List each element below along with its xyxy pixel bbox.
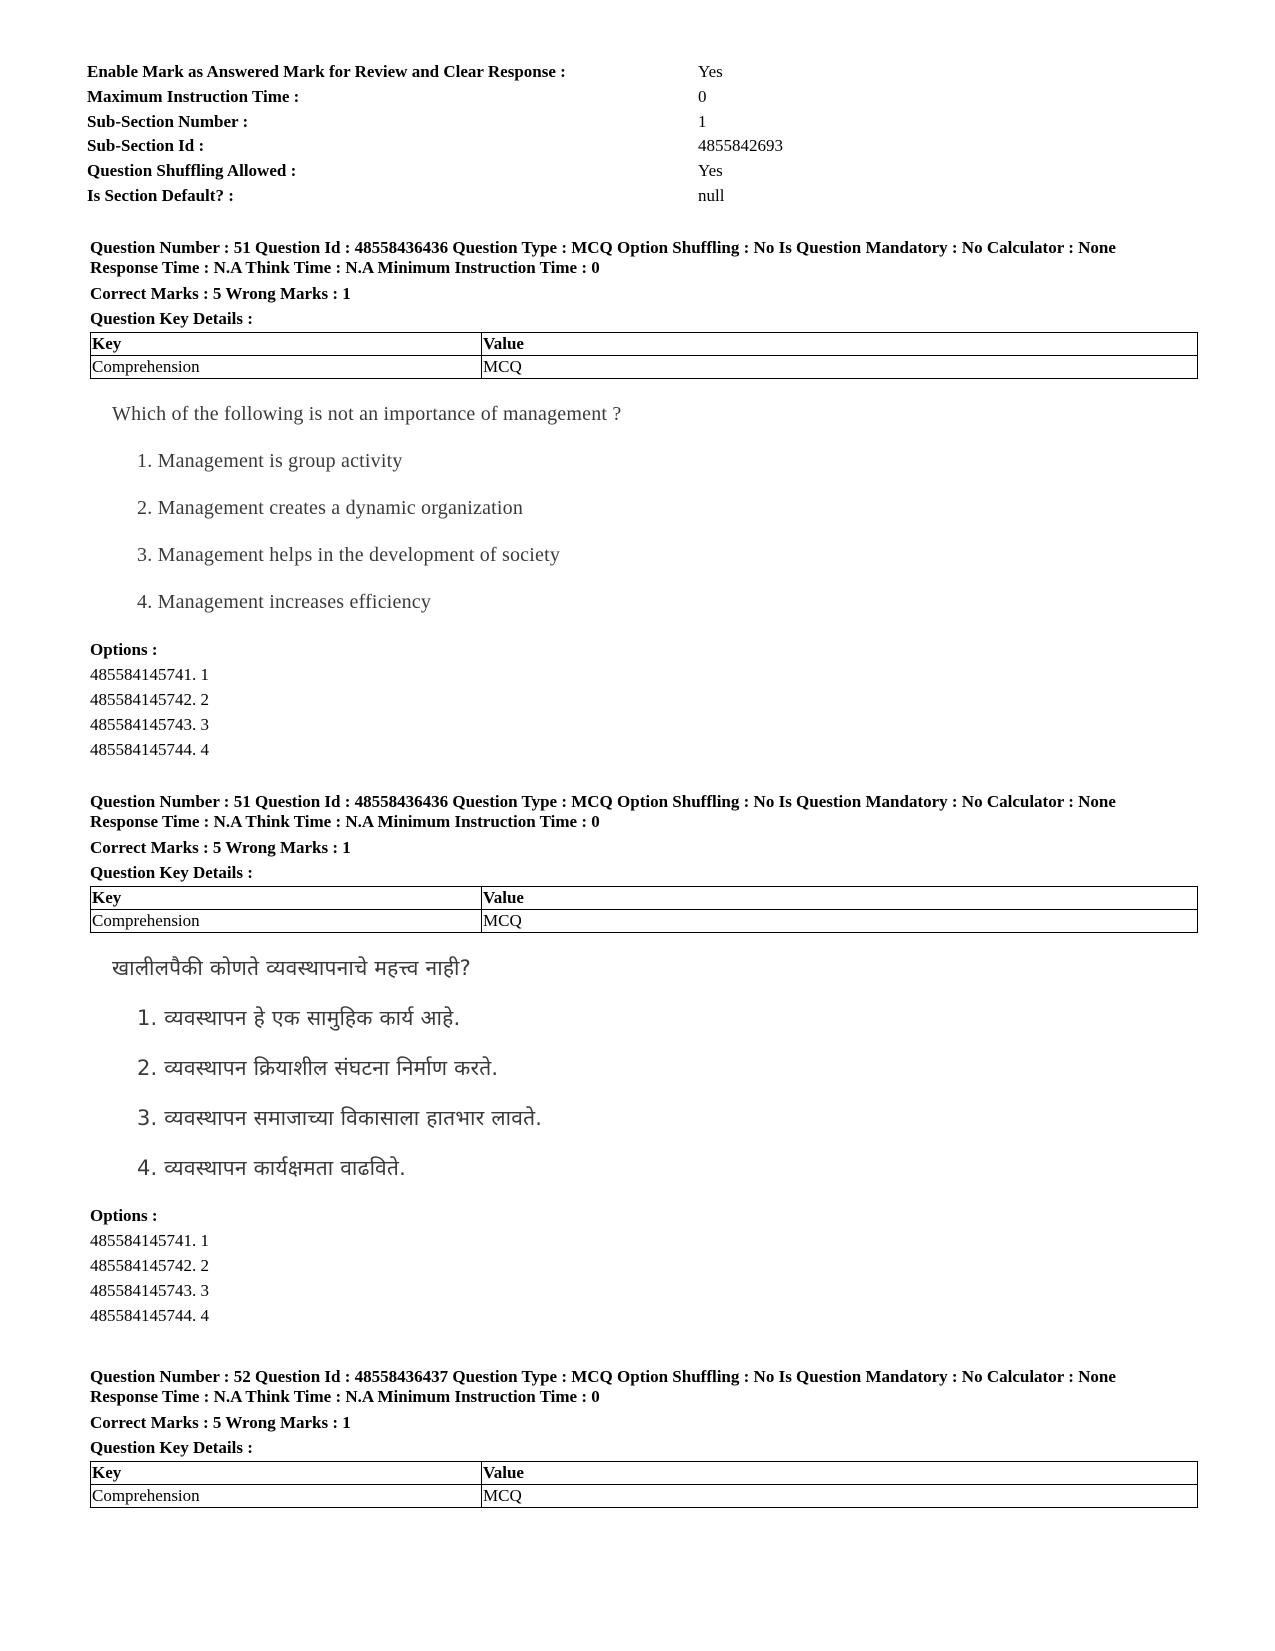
meta-key: Question Shuffling Allowed : <box>87 161 297 181</box>
key-table-cell-key: Comprehension <box>91 1485 482 1508</box>
key-table-cell-value: MCQ <box>482 356 1198 379</box>
question-choice: 3. Management helps in the development of society <box>137 544 561 566</box>
question-choice: 1. व्यवस्थापन हे एक सामुहिक कार्य आहे. <box>137 1006 461 1030</box>
meta-row <box>87 85 847 110</box>
meta-row <box>87 110 847 135</box>
meta-value: Yes <box>698 62 723 81</box>
question-header-line: Question Number : 52 Question Id : 48558436437 Question Type : MCQ Option Shuffling : No Is Question Mandatory : No Calculator : None <box>90 1367 1116 1386</box>
section-metadata <box>87 60 847 209</box>
options-label: Options : <box>90 640 158 659</box>
key-table-header-row <box>91 887 1198 910</box>
options-label: Options : <box>90 1206 158 1225</box>
question-key-details-label: Question Key Details : <box>90 863 253 882</box>
meta-key: Sub-Section Number : <box>87 111 249 131</box>
meta-key: Maximum Instruction Time : <box>87 86 300 106</box>
question-marks: Correct Marks : 5 Wrong Marks : 1 <box>90 1413 351 1432</box>
meta-value: Yes <box>698 161 723 181</box>
meta-value: 1 <box>698 111 707 131</box>
question-header-line: Response Time : N.A Think Time : N.A Minimum Instruction Time : 0 <box>90 258 600 277</box>
option-item: 485584145743. 3 <box>90 715 209 734</box>
question-marks: Correct Marks : 5 Wrong Marks : 1 <box>90 284 351 303</box>
key-table-cell-key: Comprehension <box>91 910 482 933</box>
question-header-line: Response Time : N.A Think Time : N.A Minimum Instruction Time : 0 <box>90 812 600 831</box>
key-table-cell-key: Comprehension <box>91 356 482 379</box>
key-table-row <box>91 910 1198 933</box>
key-table-header-value: Value <box>482 887 1198 910</box>
question-marks: Correct Marks : 5 Wrong Marks : 1 <box>90 838 351 857</box>
question-key-details-label: Question Key Details : <box>90 1438 253 1457</box>
question-key-table <box>90 886 1198 933</box>
key-table-cell-value: MCQ <box>482 910 1198 933</box>
question-stem: Which of the following is not an importance of management ? <box>112 403 622 425</box>
option-item: 485584145741. 1 <box>90 1231 209 1250</box>
question-block <box>90 792 1200 1328</box>
question-stem: खालीलपैकी कोणते व्यवस्थापनाचे महत्त्व नाही? <box>112 956 471 980</box>
key-table-cell-value: MCQ <box>482 1485 1198 1508</box>
question-block <box>90 1367 1200 1508</box>
question-choice: 2. Management creates a dynamic organization <box>137 497 524 519</box>
question-body <box>112 399 1200 617</box>
key-table-row <box>91 1485 1198 1508</box>
meta-value: 0 <box>698 86 707 106</box>
option-item: 485584145741. 1 <box>90 665 209 684</box>
question-block <box>90 238 1200 762</box>
key-table-row <box>91 356 1198 379</box>
meta-value: 4855842693 <box>698 136 783 156</box>
meta-row <box>87 134 847 159</box>
meta-value: null <box>698 185 725 205</box>
option-item: 485584145742. 2 <box>90 690 209 709</box>
key-table-header-key: Key <box>91 887 482 910</box>
meta-row <box>87 184 847 209</box>
meta-key: Sub-Section Id : <box>87 136 205 156</box>
key-table-header-value: Value <box>482 1462 1198 1485</box>
question-choice: 3. व्यवस्थापन समाजाच्या विकासाला हातभार लावते. <box>137 1106 543 1130</box>
question-choice: 2. व्यवस्थापन क्रियाशील संघटना निर्माण करते. <box>137 1056 499 1080</box>
key-table-header-key: Key <box>91 333 482 356</box>
question-key-table <box>90 332 1198 379</box>
option-item: 485584145742. 2 <box>90 1256 209 1275</box>
question-body <box>112 953 1200 1183</box>
meta-key: Enable Mark as Answered Mark for Review and Clear Response : <box>87 62 566 81</box>
key-table-header-key: Key <box>91 1462 482 1485</box>
question-key-table <box>90 1461 1198 1508</box>
question-header-line: Question Number : 51 Question Id : 48558436436 Question Type : MCQ Option Shuffling : No Is Question Mandatory : No Calculator : None <box>90 792 1116 811</box>
question-choice: 4. व्यवस्थापन कार्यक्षमता वाढविते. <box>137 1156 406 1180</box>
meta-key: Is Section Default? : <box>87 185 234 205</box>
key-table-header-row <box>91 333 1198 356</box>
question-choice: 4. Management increases efficiency <box>137 591 432 613</box>
question-key-details-label: Question Key Details : <box>90 309 253 328</box>
option-item: 485584145744. 4 <box>90 1306 209 1325</box>
meta-row <box>87 159 847 184</box>
key-table-header-value: Value <box>482 333 1198 356</box>
question-choice: 1. Management is group activity <box>137 450 403 472</box>
option-item: 485584145744. 4 <box>90 740 209 759</box>
question-header-line: Question Number : 51 Question Id : 48558436436 Question Type : MCQ Option Shuffling : No Is Question Mandatory : No Calculator : None <box>90 238 1116 257</box>
option-item: 485584145743. 3 <box>90 1281 209 1300</box>
key-table-header-row <box>91 1462 1198 1485</box>
meta-row <box>87 60 847 85</box>
question-header-line: Response Time : N.A Think Time : N.A Minimum Instruction Time : 0 <box>90 1387 600 1406</box>
